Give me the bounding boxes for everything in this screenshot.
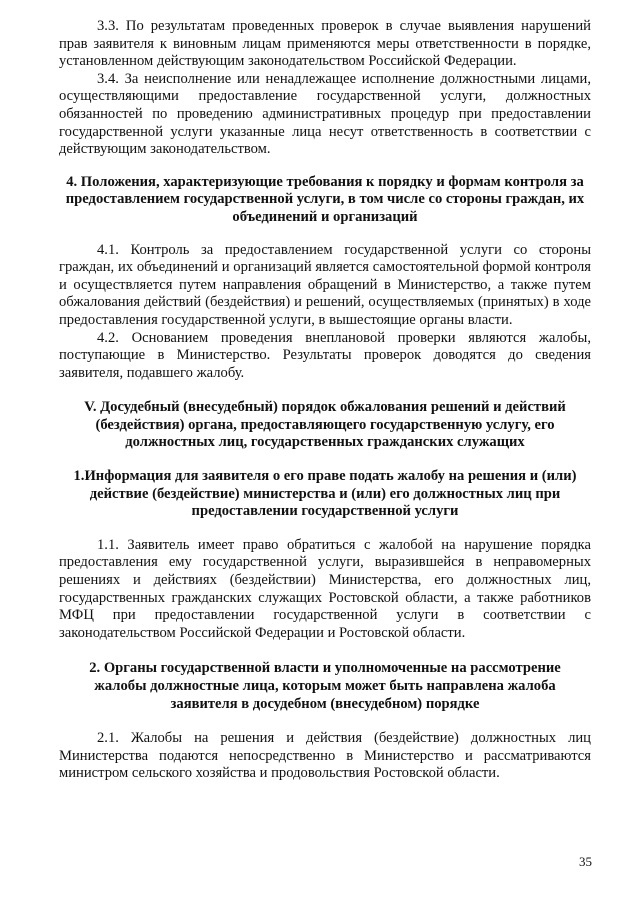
paragraph-2-1: 2.1. Жалобы на решения и действия (бездействие) должностных лиц Министерства подаются непосредственно в Министерство и рассматриваются министром сельского хозяйства и продовольствия Ростовской области. [59, 730, 591, 782]
document-page [59, 18, 591, 783]
subsection-1-heading: 1.Информация для заявителя о его праве подать жалобу на решения и (или) действие (бездействие) министерства и (или) его должностных лиц при предоставлении государственной услуги [73, 468, 577, 520]
paragraph-3-4: 3.4. За неисполнение или ненадлежащее исполнение должностными лицами, осуществляющими предоставление государственной услуги, должностных обязанностей по проведению административных процедур при предоставлении государственной услуги указанные лица несут ответственность в соответствии с действующим законодательством. [59, 70, 591, 158]
paragraph-1-1: 1.1. Заявитель имеет право обратиться с жалобой на нарушение порядка предоставления ему государственной услуги, выразившейся в неправомерных решениях и действиях (бездействии) Министерства, его должностных лиц, государственных гражданских служащих Ростовской области, а также работников МФЦ при предоставлении государственной услуги в соответствии с законодательством Российской Федерации и Ростовской области. [59, 536, 591, 641]
paragraph-3-3: 3.3. По результатам проведенных проверок в случае выявления нарушений прав заявителя к виновным лицам применяются меры ответственности в порядке, установленном действующим законодательством Российской Федерации. [59, 18, 591, 70]
section-5-heading: V. Досудебный (внесудебный) порядок обжалования решений и действий (бездействия) органа, предоставляющего государственную услугу, его должностных лиц, государственных гражданских служащих [84, 399, 566, 451]
section-4-heading: 4. Положения, характеризующие требования к порядку и формам контроля за предоставлением государственной услуги, в том числе со стороны граждан, их объединений и организаций [65, 173, 585, 225]
paragraph-4-1: 4.1. Контроль за предоставлением государственной услуги со стороны граждан, их объединений и организаций является самостоятельной формой контроля и осуществляется путем направления обращений в Министерство, а также путем обжалования действий (бездействия) и решений, осуществляемых (принятых) в ходе предоставления государственной услуги, в вышестоящие органы власти. [59, 241, 591, 328]
page-number: 35 [579, 854, 592, 869]
subsection-2-heading: 2. Органы государственной власти и уполномоченные на рассмотрение жалобы должностные лица, которым может быть направлена жалоба заявителя в досудебном (внесудебном) порядке [89, 660, 561, 712]
paragraph-4-2: 4.2. Основанием проведения внеплановой проверки являются жалобы, поступающие в Министерство. Результаты проверок доводятся до сведения заявителя, подавшего жалобу. [59, 329, 591, 381]
